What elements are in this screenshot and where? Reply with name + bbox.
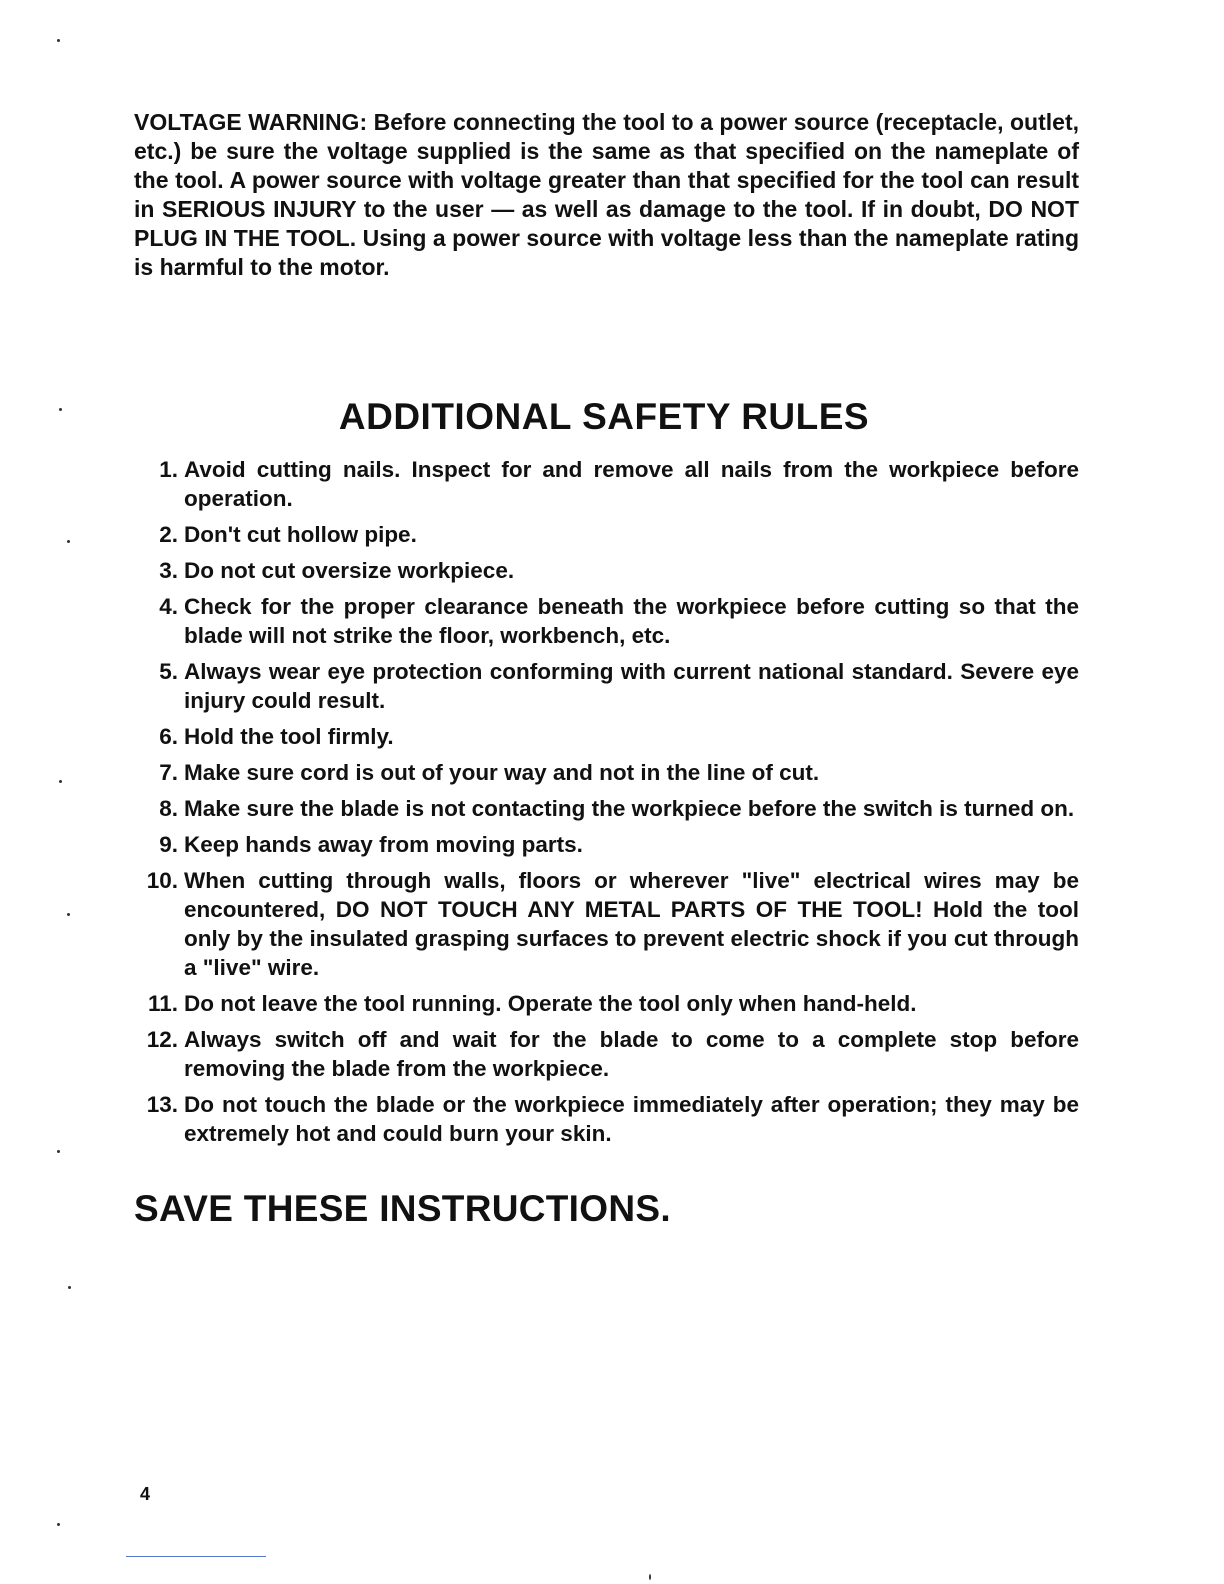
rule-text: Do not leave the tool running. Operate the tool only when hand-held. bbox=[184, 991, 917, 1016]
voltage-warning-paragraph: VOLTAGE WARNING: Before connecting the tool to a power source (receptacle, outlet, etc.) be sure the voltage supplied is the same as that specified on the nameplate of the tool. A power source with voltage greater than that specified for the tool can result in SERIOUS INJURY to the user — as well as damage to the tool. If in doubt, DO NOT PLUG IN THE TOOL. Using a power source with voltage less than the nameplate rating is harmful to the motor. bbox=[134, 109, 1079, 280]
rule-number: 2. bbox=[159, 522, 178, 547]
list-item bbox=[134, 592, 1079, 650]
list-item bbox=[134, 794, 1079, 823]
list-item bbox=[134, 657, 1079, 715]
scan-speck bbox=[59, 408, 62, 411]
rule-text: Always wear eye protection conforming with current national standard. Severe eye injury could result. bbox=[184, 659, 1079, 713]
rule-text: When cutting through walls, floors or wherever "live" electrical wires may be encountered, DO NOT TOUCH ANY METAL PARTS OF THE TOOL! Hold the tool only by the insulated grasping surfaces to prevent electric shock if you cut through a "live" wire. bbox=[184, 868, 1079, 980]
scan-speck bbox=[67, 540, 70, 543]
rule-number: 6. bbox=[159, 724, 178, 749]
rule-text: Don't cut hollow pipe. bbox=[184, 522, 417, 547]
rule-number: 1. bbox=[159, 457, 178, 482]
scan-speck bbox=[649, 1574, 651, 1580]
rule-number: 3. bbox=[159, 558, 178, 583]
scan-speck bbox=[57, 1523, 60, 1526]
rule-text: Keep hands away from moving parts. bbox=[184, 832, 583, 857]
rule-text: Check for the proper clearance beneath the workpiece before cutting so that the blade will not strike the floor, workbench, etc. bbox=[184, 594, 1079, 648]
section-title: ADDITIONAL SAFETY RULES bbox=[338, 396, 870, 437]
rule-text: Avoid cutting nails. Inspect for and remove all nails from the workpiece before operation. bbox=[184, 457, 1079, 511]
rule-number: 4. bbox=[159, 594, 178, 619]
scan-speck bbox=[59, 780, 62, 783]
safety-rules-list bbox=[134, 455, 1079, 1155]
list-item bbox=[134, 1025, 1079, 1083]
rule-number: 5. bbox=[159, 659, 178, 684]
list-item bbox=[134, 556, 1079, 585]
save-instructions-heading: SAVE THESE INSTRUCTIONS. bbox=[134, 1188, 671, 1229]
page-number: 4 bbox=[140, 1484, 151, 1504]
list-item bbox=[134, 455, 1079, 513]
scan-speck bbox=[67, 913, 70, 916]
rule-text: Make sure cord is out of your way and not in the line of cut. bbox=[184, 760, 820, 785]
list-item bbox=[134, 758, 1079, 787]
list-item bbox=[134, 722, 1079, 751]
scan-speck bbox=[68, 1286, 71, 1289]
rule-text: Do not touch the blade or the workpiece immediately after operation; they may be extremely hot and could burn your skin. bbox=[184, 1092, 1079, 1146]
rule-number: 10. bbox=[146, 868, 178, 893]
rule-number: 13. bbox=[146, 1092, 178, 1117]
list-item bbox=[134, 520, 1079, 549]
scan-speck bbox=[57, 1150, 60, 1153]
rule-number: 7. bbox=[159, 760, 178, 785]
rule-text: Make sure the blade is not contacting the workpiece before the switch is turned on. bbox=[184, 796, 1075, 821]
list-item bbox=[134, 989, 1079, 1018]
rule-text: Always switch off and wait for the blade to come to a complete stop before removing the blade from the workpiece. bbox=[184, 1027, 1079, 1081]
rule-number: 8. bbox=[159, 796, 178, 821]
scan-speck bbox=[57, 39, 60, 42]
list-item bbox=[134, 830, 1079, 859]
rule-text: Do not cut oversize workpiece. bbox=[184, 558, 515, 583]
list-item bbox=[134, 866, 1079, 982]
rule-text: Hold the tool firmly. bbox=[184, 724, 394, 749]
rule-number: 12. bbox=[146, 1027, 178, 1052]
rule-number: 11. bbox=[147, 991, 178, 1016]
list-item bbox=[134, 1090, 1079, 1148]
rule-number: 9. bbox=[159, 832, 178, 857]
footer-rule-line bbox=[126, 1556, 266, 1557]
